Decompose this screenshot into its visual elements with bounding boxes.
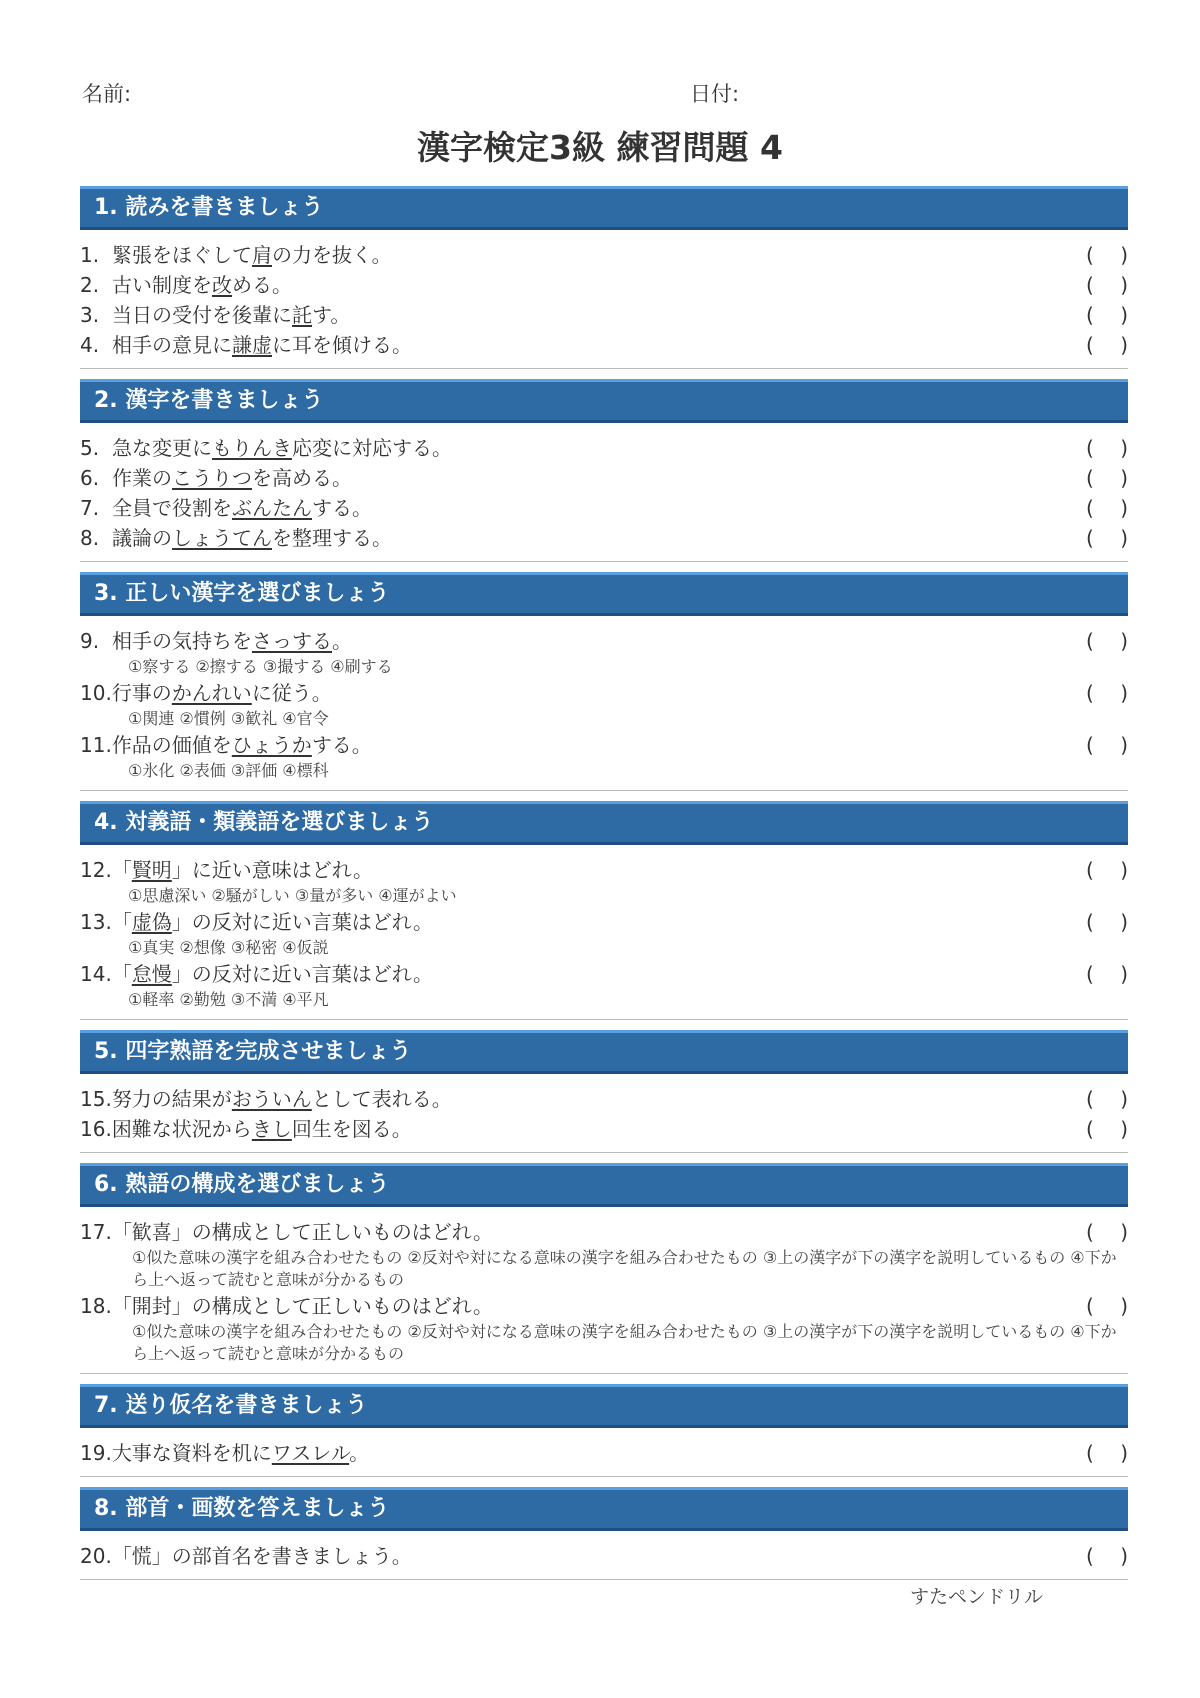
question-number: 16. — [80, 1117, 112, 1141]
answer-open-paren: ( — [1086, 496, 1094, 520]
question-number: 12. — [80, 858, 112, 882]
answer-close-paren: ) — [1120, 333, 1128, 357]
question-list — [80, 1074, 1128, 1153]
answer-options: ①氷化 ②表価 ③評価 ④標科 — [128, 761, 329, 780]
answer-box[interactable] — [1086, 1541, 1128, 1571]
question-text-after: 応変に対応する。 — [292, 436, 452, 460]
answer-close-paren: ) — [1120, 1087, 1128, 1111]
underlined-target: かんれい — [171, 681, 252, 705]
question-item — [80, 1541, 1128, 1571]
question-item — [80, 626, 1128, 678]
question-text-before: 大事な資料を机に — [111, 1441, 272, 1465]
section — [80, 572, 1128, 791]
question-text-before: 「 — [111, 910, 132, 934]
question-text — [80, 626, 1128, 656]
question-number: 20. — [80, 1544, 112, 1568]
section — [80, 186, 1128, 369]
question-text-after: 」の反対に近い言葉はどれ。 — [171, 962, 434, 986]
answer-close-paren: ) — [1120, 466, 1128, 490]
question-text-before: 相手の意見に — [112, 333, 232, 357]
underlined-target: ワスレル — [271, 1441, 350, 1465]
question-text — [80, 330, 1128, 360]
underlined-target: ぶんたん — [232, 496, 312, 520]
question-text — [80, 240, 1128, 270]
question-text-after: として表れる。 — [311, 1087, 452, 1111]
question-text — [80, 300, 1128, 330]
underlined-target: こうりつ — [172, 466, 252, 490]
underlined-target: 賢明 — [131, 858, 172, 882]
question-item — [80, 1438, 1128, 1468]
question-text-after: に従う。 — [251, 681, 332, 705]
answer-box[interactable] — [1086, 959, 1128, 989]
answer-box[interactable] — [1086, 240, 1128, 270]
answer-close-paren: ) — [1120, 681, 1128, 705]
answer-open-paren: ( — [1086, 733, 1094, 757]
question-text-after: 。 — [349, 1441, 370, 1465]
question-list — [80, 1207, 1128, 1374]
answer-open-paren: ( — [1086, 526, 1094, 550]
question-list — [80, 230, 1128, 369]
question-text-before: 「歓喜」の構成として正しいものはどれ。 — [111, 1220, 494, 1244]
question-text-before: 作業の — [112, 466, 172, 490]
answer-open-paren: ( — [1086, 436, 1094, 460]
answer-options: ①似た意味の漢字を組み合わせたもの ②反対や対になる意味の漢字を組み合わせたもの ③上の漢字が下の漢字を説明しているもの ④下から上へ返って読むと意味が分かるもの — [132, 1322, 1117, 1363]
answer-box[interactable] — [1086, 330, 1128, 360]
answer-close-paren: ) — [1120, 243, 1128, 267]
answer-open-paren: ( — [1086, 1117, 1094, 1141]
answer-close-paren: ) — [1120, 1220, 1128, 1244]
question-text-before: 行事の — [111, 681, 172, 705]
question-text-after: 。 — [332, 629, 352, 653]
answer-open-paren: ( — [1086, 303, 1094, 327]
question-item — [80, 270, 1128, 300]
question-text — [80, 523, 1128, 553]
question-number: 13. — [80, 910, 112, 934]
question-text — [80, 1114, 1128, 1144]
underlined-target: きし — [251, 1117, 292, 1141]
question-text-after: める。 — [232, 273, 292, 297]
question-item — [80, 300, 1128, 330]
footer-brand: すたペンドリル — [910, 1586, 1044, 1608]
answer-open-paren: ( — [1086, 333, 1094, 357]
answer-box[interactable] — [1086, 907, 1128, 937]
answer-open-paren: ( — [1086, 466, 1094, 490]
answer-options: ①思慮深い ②騒がしい ③量が多い ④運がよい — [128, 886, 457, 905]
question-item — [80, 1114, 1128, 1144]
question-text — [80, 959, 1128, 989]
date-label: 日付: — [690, 82, 740, 106]
section — [80, 1030, 1128, 1153]
question-list — [80, 1531, 1128, 1580]
section-heading: 1. 読みを書きましょう — [80, 186, 1128, 230]
question-text-before: 古い制度を — [112, 273, 212, 297]
question-number: 7. — [80, 496, 100, 520]
answer-open-paren: ( — [1086, 629, 1094, 653]
answer-open-paren: ( — [1086, 962, 1094, 986]
answer-close-paren: ) — [1120, 496, 1128, 520]
underlined-target: 怠慢 — [131, 962, 172, 986]
answer-box[interactable] — [1086, 270, 1128, 300]
question-text-after: する。 — [312, 496, 372, 520]
answer-close-paren: ) — [1120, 910, 1128, 934]
question-item — [80, 730, 1128, 782]
answer-open-paren: ( — [1086, 1220, 1094, 1244]
question-item — [80, 855, 1128, 907]
answer-box[interactable] — [1086, 463, 1128, 493]
question-text — [80, 907, 1128, 937]
answer-box[interactable] — [1086, 1291, 1128, 1321]
answer-open-paren: ( — [1086, 910, 1094, 934]
question-text-after: を高める。 — [252, 466, 352, 490]
answer-open-paren: ( — [1086, 1544, 1094, 1568]
answer-open-paren: ( — [1086, 1441, 1094, 1465]
answer-box[interactable] — [1086, 1114, 1128, 1144]
question-text-before: 作品の価値を — [111, 733, 232, 757]
question-number: 5. — [80, 436, 100, 460]
question-text-before: 努力の結果が — [111, 1087, 232, 1111]
answer-open-paren: ( — [1086, 1294, 1094, 1318]
question-text — [80, 1291, 1128, 1321]
answer-box[interactable] — [1086, 493, 1128, 523]
underlined-target: 虚偽 — [131, 910, 172, 934]
section-heading: 2. 漢字を書きましょう — [80, 379, 1128, 423]
answer-box[interactable] — [1086, 1217, 1128, 1247]
section — [80, 1384, 1128, 1477]
underlined-target: さっする — [252, 629, 332, 653]
answer-close-paren: ) — [1120, 858, 1128, 882]
question-text-after: する。 — [311, 733, 372, 757]
answer-open-paren: ( — [1086, 1087, 1094, 1111]
answer-close-paren: ) — [1120, 526, 1128, 550]
question-text — [80, 678, 1128, 708]
section-heading: 7. 送り仮名を書きましょう — [80, 1384, 1128, 1428]
question-number: 17. — [80, 1220, 112, 1244]
question-text — [80, 270, 1128, 300]
underlined-target: 改 — [212, 273, 232, 297]
underlined-target: 託 — [292, 303, 312, 327]
answer-close-paren: ) — [1120, 733, 1128, 757]
question-text — [80, 1438, 1128, 1468]
section-heading: 3. 正しい漢字を選びましょう — [80, 572, 1128, 616]
question-text — [80, 1541, 1128, 1571]
section-heading: 6. 熟語の構成を選びましょう — [80, 1163, 1128, 1207]
question-text-before: 全員で役割を — [112, 496, 232, 520]
name-label: 名前: — [82, 82, 132, 106]
answer-box[interactable] — [1086, 626, 1128, 656]
answer-options: ①察する ②擦する ③撮する ④刷する — [128, 657, 393, 676]
question-text — [80, 433, 1128, 463]
answer-box[interactable] — [1086, 1438, 1128, 1468]
question-item — [80, 1084, 1128, 1114]
question-text-after: の力を抜く。 — [272, 243, 392, 267]
question-item — [80, 523, 1128, 553]
underlined-target: 肩 — [252, 243, 272, 267]
underlined-target: ひょうか — [231, 733, 312, 757]
question-item — [80, 330, 1128, 360]
answer-box[interactable] — [1086, 523, 1128, 553]
answer-box[interactable] — [1086, 1084, 1128, 1114]
question-text-before: 議論の — [112, 526, 172, 550]
answer-close-paren: ) — [1120, 436, 1128, 460]
question-text-after: を整理する。 — [272, 526, 392, 550]
underlined-target: おういん — [231, 1087, 312, 1111]
question-item — [80, 1217, 1128, 1291]
question-text-before: 困難な状況から — [111, 1117, 252, 1141]
question-number: 10. — [80, 681, 112, 705]
question-text-after: 回生を図る。 — [291, 1117, 412, 1141]
answer-open-paren: ( — [1086, 243, 1094, 267]
question-text-before: 相手の気持ちを — [112, 629, 252, 653]
question-text-after: 」に近い意味はどれ。 — [171, 858, 374, 882]
question-text — [80, 1217, 1128, 1247]
answer-options: ①真実 ②想像 ③秘密 ④仮説 — [128, 938, 329, 957]
question-number: 19. — [80, 1441, 112, 1465]
question-item — [80, 959, 1128, 1011]
question-text — [80, 463, 1128, 493]
question-number: 6. — [80, 466, 100, 490]
answer-close-paren: ) — [1120, 1117, 1128, 1141]
underlined-target: 謙虚 — [232, 333, 272, 357]
answer-open-paren: ( — [1086, 681, 1094, 705]
question-item — [80, 493, 1128, 523]
question-item — [80, 433, 1128, 463]
question-number: 1. — [80, 243, 100, 267]
answer-open-paren: ( — [1086, 858, 1094, 882]
section — [80, 379, 1128, 562]
answer-box[interactable] — [1086, 433, 1128, 463]
answer-options: ①似た意味の漢字を組み合わせたもの ②反対や対になる意味の漢字を組み合わせたもの ③上の漢字が下の漢字を説明しているもの ④下から上へ返って読むと意味が分かるもの — [132, 1248, 1117, 1289]
answer-close-paren: ) — [1120, 303, 1128, 327]
answer-close-paren: ) — [1120, 1294, 1128, 1318]
answer-box[interactable] — [1086, 730, 1128, 760]
answer-options: ①関連 ②慣例 ③歓礼 ④官令 — [128, 709, 329, 728]
answer-box[interactable] — [1086, 678, 1128, 708]
question-item — [80, 678, 1128, 730]
question-number: 3. — [80, 303, 100, 327]
question-item — [80, 907, 1128, 959]
question-item — [80, 240, 1128, 270]
question-text — [80, 493, 1128, 523]
question-number: 15. — [80, 1087, 112, 1111]
question-text-before: 「慌」の部首名を書きましょう。 — [111, 1544, 412, 1568]
page-title: 漢字検定3級 練習問題 4 — [417, 128, 783, 167]
underlined-target: もりんき — [212, 436, 292, 460]
section-heading: 5. 四字熟語を完成させましょう — [80, 1030, 1128, 1074]
question-text — [80, 855, 1128, 885]
question-text-after: す。 — [312, 303, 351, 327]
answer-close-paren: ) — [1120, 1441, 1128, 1465]
answer-close-paren: ) — [1120, 962, 1128, 986]
section-heading: 8. 部首・画数を答えましょう — [80, 1487, 1128, 1531]
question-number: 8. — [80, 526, 100, 550]
question-text — [80, 1084, 1128, 1114]
section — [80, 1487, 1128, 1580]
question-item — [80, 463, 1128, 493]
question-text-before: 「 — [111, 858, 132, 882]
answer-close-paren: ) — [1120, 1544, 1128, 1568]
question-number: 18. — [80, 1294, 112, 1318]
question-text-before: 「開封」の構成として正しいものはどれ。 — [111, 1294, 494, 1318]
question-number: 11. — [80, 733, 112, 757]
question-text — [80, 730, 1128, 760]
section — [80, 1163, 1128, 1374]
sections-container — [80, 186, 1128, 1590]
answer-box[interactable] — [1086, 300, 1128, 330]
answer-close-paren: ) — [1120, 273, 1128, 297]
question-number: 14. — [80, 962, 112, 986]
question-text-before: 「 — [111, 962, 132, 986]
question-number: 2. — [80, 273, 100, 297]
question-list — [80, 845, 1128, 1020]
question-text-before: 急な変更に — [112, 436, 212, 460]
question-number: 4. — [80, 333, 100, 357]
underlined-target: しょうてん — [172, 526, 272, 550]
answer-close-paren: ) — [1120, 629, 1128, 653]
section-heading: 4. 対義語・類義語を選びましょう — [80, 801, 1128, 845]
question-list — [80, 616, 1128, 791]
answer-box[interactable] — [1086, 855, 1128, 885]
answer-open-paren: ( — [1086, 273, 1094, 297]
question-item — [80, 1291, 1128, 1365]
answer-options: ①軽率 ②勤勉 ③不満 ④平凡 — [128, 990, 329, 1009]
question-number: 9. — [80, 629, 100, 653]
question-text-before: 当日の受付を後輩に — [112, 303, 292, 327]
question-list — [80, 423, 1128, 562]
question-text-before: 緊張をほぐして — [112, 243, 252, 267]
section — [80, 801, 1128, 1020]
question-text-after: 」の反対に近い言葉はどれ。 — [171, 910, 434, 934]
question-list — [80, 1428, 1128, 1477]
question-text-after: に耳を傾ける。 — [272, 333, 412, 357]
